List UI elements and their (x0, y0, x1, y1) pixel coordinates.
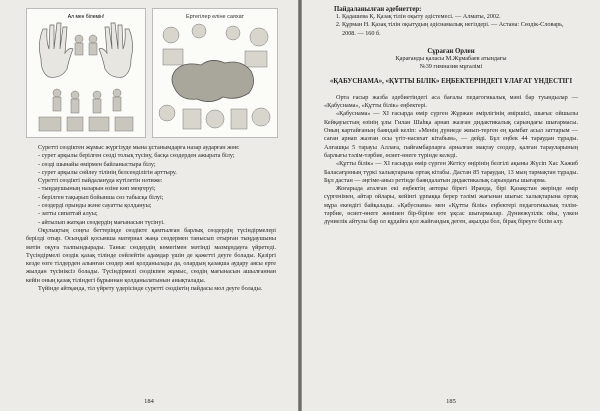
author-name: Сұраған Орлен (427, 47, 475, 55)
paragraph: Түйінде айтқанда, тіл үйрету үдерісінде суретті сөздіктің пайдасы мол деуге болады. (38, 285, 263, 293)
page-number-left: 184 (144, 398, 154, 405)
paragraph: Суретті сөздіктен жұмыс жүргізуде мына ұстанымдарға назар аударған жөн: (38, 144, 240, 151)
illustration-hands (26, 8, 146, 138)
right-body-text (324, 94, 578, 227)
author-affiliation-school: №39 гимназия мұғалімі (419, 62, 483, 70)
article-title: «ҚАБУСНАМА», «ҚҰТТЫ БІЛІК» ЕҢБЕКТЕРІНДЕГІ ҰЛАҒАТ ҮНДЕСТІГІ (329, 77, 573, 85)
list-item: - сөзді шынайы өмірмен байланыстыра білу; (38, 161, 276, 169)
paragraph: Жоғарыда аталған екі еңбектің авторы бірегі Иранда, бірі Қазақстан жерінде өмір сүргенімен, айтар ойлары, кейінгі ұрпаққа берер тәлімі жағынан шығыс халықтарына ортақ мұра екендігі байқалады. «Қабуснама» мен «Құтты білік» еңбектері педагогикалық тәлім-тәрбие, өсиет-өнеге жөнінен бір-біріне өте ұқсас шығармалар. Дүниежүзілік ойы, үлкен дүниелік айтулы бар ол құдайға қол жайғандық деген, ақылды бол, бірақ біреуге білім алу. (324, 185, 578, 226)
list-item: - айтылып жатқан сөздердің мағынасын түсінуі. (38, 219, 276, 227)
illustration-fairytale-map (152, 8, 278, 138)
list-item: - тыңдаушының назарын өзіне көп меңгеруі; (38, 185, 276, 193)
left-body-text (26, 144, 276, 293)
author-affiliation-city: Қарағанды қаласы М.Жұмабаев атындағы (395, 54, 507, 62)
list-item: - сөздерді орынды және сауатты қолдануы; (38, 202, 276, 210)
list-item: - сурет арқылы берілген сөзді толық түсіну, басқа сөздерден ажырата білу; (38, 152, 276, 160)
left-page (0, 0, 298, 411)
paragraph: Орта ғасыр жазба әдебиетіндегі аса бағалы педагогикалық мәні бар туындылар — «Қабуснама», «Құтты білік» еңбектері. (324, 93, 578, 110)
reference-item: 2. Құрман Н. Қазақ тілін оқытудың әдіснамалық негіздері. — Астана: Сөздік-Словарь, 2008. — 160 б. (342, 21, 578, 38)
list-item: - берілген тақырып бойынша сөз табысқа білуі; (38, 194, 276, 202)
illustrations (26, 8, 276, 144)
bullet-list-principles (26, 152, 276, 177)
references-list (324, 13, 578, 38)
references-heading: Пайдаланылған әдебиеттер: (334, 6, 422, 13)
list-item: - сурет арқылы сөйлеу тілінің белсенділігін арттыру. (38, 169, 276, 177)
list-item: - затты сипаттай алуы; (38, 210, 276, 218)
paragraph: Суретті сөздікті пайдалануда күтілетін нәтиже: (38, 177, 163, 185)
paragraph: «Құтты білік» — XI ғасырда өмір сүрген Жетісу өңірінің белгілі ақыны Жүсіп Хас Хажиб Баласағұнның түркі халықтарына ортақ кітабы. Дастан 85 тараудан, 13 мың тармақтан тұрады. Бұл дастан — әңгіме-аныз ретінде баяндалатын дидактикалық сарындағы шығарма. (324, 160, 578, 184)
right-page (302, 0, 600, 411)
paragraph: Оқулықтың соңғы беттеріңде сөздікте қамтылған барлық сөздердің түсіндірмелері берілді отыр. Осындай қосымша материал жаңа сөздермен танысып отырған тыңдаушыны мәтін оқуға талпындырады. Таныс сөздердің көмегімен мәтінді мазмұндауға үйретеді. Түсіндірмелі сөздік қазақ тілінде сөйлейтін адамдар үшін де қажетті деуге болады. Қазіргі кезде өзге тілдерден алынған сөздер жиі қолданылады да, олардың қазақша аудару аясы ерте жылдан түсініксіз болады. Түсіндірмелі сөздікпен жұмыс, сөздің мағынасын ашылғаннан кейін оның қазақ тіліндегі бұрыннан қолданылатынын анықталады. (26, 226, 276, 284)
bullet-list-results (26, 185, 276, 226)
illustration-1-caption: Ал мен білемін! (67, 14, 105, 20)
reference-item: 1. Қадашева Қ. Қазақ тілін оқыту әдістемесі. — Алматы, 2002. (342, 13, 578, 21)
paragraph: «Қабуснама» — XI ғасырда өмір сүрген Жұржан әмірлігінің әміршісі, шығыс ойшылы Кейқауыстың өзінің ұлы Гилан Шаһқа арнап жазған дидактикалық сарындағы шығармасы. Оның картайғаның баяндай келіп: «Менің дүниеде жиып-терген ең қымбат асыл заттарым — саған арнап жазған осы үгіт-насихат кітабым», — дейді. Бұл еңбек 44 тараудан тұрады. Алғашқы 5 тарауы Аллаға, пайғамбарларға арналған мақтау сөздер, қалған тарауларының барлығы тәлім-тәрбие, өсиет-өнеге түрінде келеді. (324, 110, 578, 159)
illustration-2-caption: Ертегілер еліне саяхат (185, 14, 245, 20)
page-number-right: 185 (446, 398, 456, 405)
